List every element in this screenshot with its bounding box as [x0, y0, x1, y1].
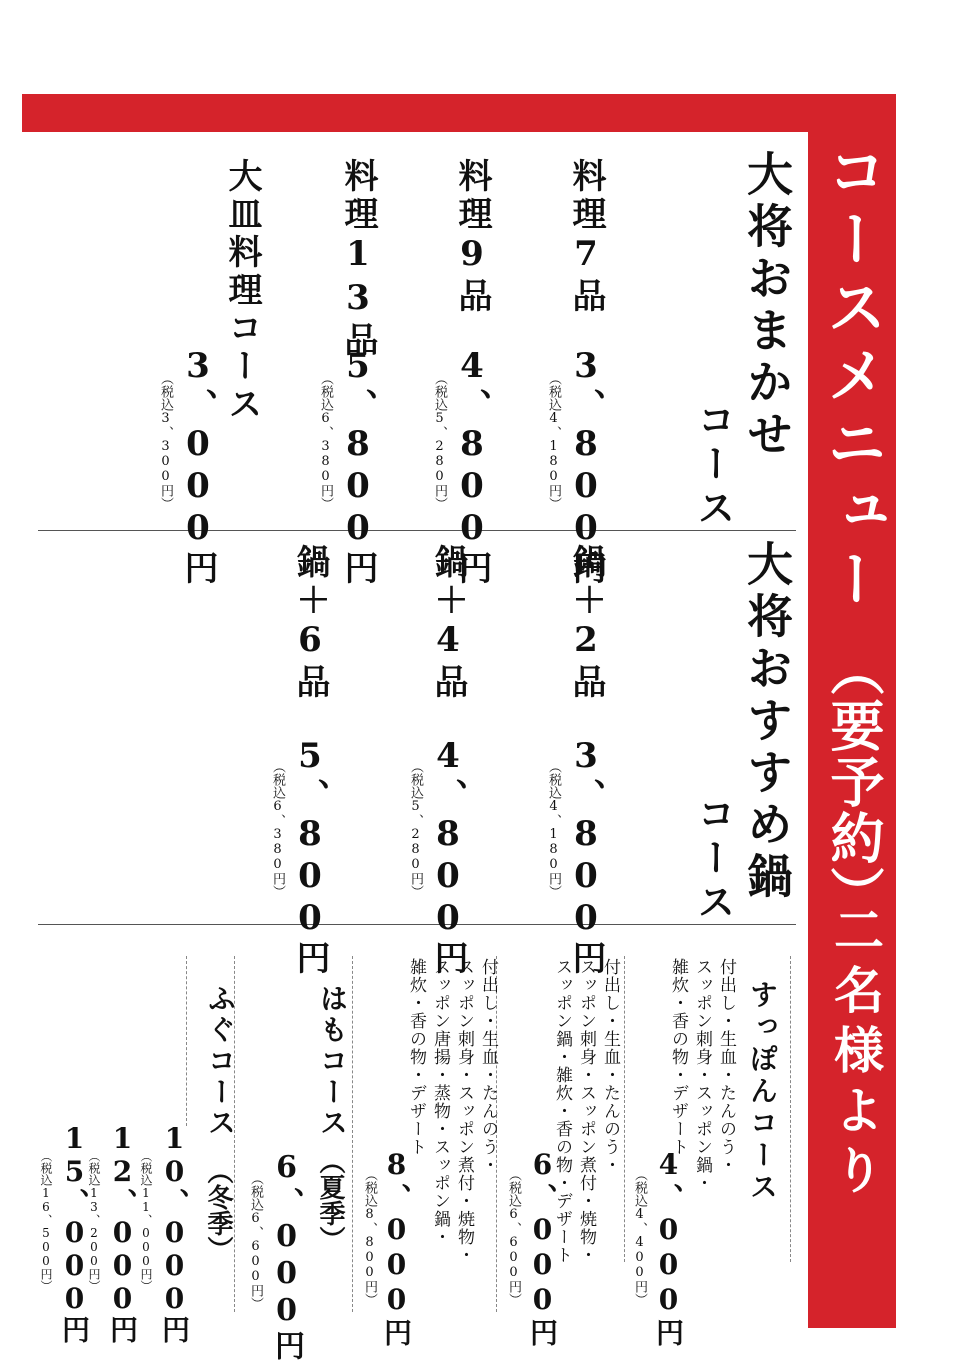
suppon-item-desc: 付出し・生血・たんのう・ スッポン刺身・スッポン煮付・焼物・ スッポン鍋・雑炊・香の物・デザート: [552, 958, 620, 1264]
suppon-item-tax: （税込8、800円）: [362, 1168, 377, 1306]
hamo-price: 6、000円: [269, 1150, 304, 1362]
fugu-item-price: 12、000円: [106, 1122, 139, 1343]
omakase-item-price: 4、800円: [452, 346, 492, 586]
nabe-item-price: 4、800円: [428, 736, 468, 976]
omakase-item-name: 料理7品: [566, 158, 606, 316]
fugu-heading: ふぐコース: [204, 984, 237, 1139]
fugu-season: （冬季）: [203, 1158, 233, 1262]
fugu-item-price: 15、000円: [58, 1122, 91, 1343]
omakase-item-tax: （税込6、380円）: [318, 372, 333, 510]
nabe-item-tax: （税込4、180円）: [546, 760, 561, 898]
fugu-item-tax: （税込11、000円）: [139, 1150, 153, 1292]
suppon-item-price: 4、000円: [652, 1148, 685, 1348]
omakase-item-name: 料理9品: [452, 158, 492, 316]
omakase-item-price: 3、000円: [178, 346, 218, 586]
column-divider: [790, 956, 791, 1262]
omakase-item-price: 5、800円: [338, 346, 378, 586]
suppon-item-desc: 付出し・生血・たんのう・ スッポン刺身・スッポン煮付・焼物・ スッポン唐揚・蒸物・スッポン鍋・ 雑炊・香の物・デザート: [406, 958, 498, 1264]
omakase-item-price: 3、800円: [566, 346, 606, 586]
suppon-item-price: 6、000円: [526, 1148, 559, 1348]
suppon-item-desc: 付出し・生血・たんのう・ スッポン刺身・スッポン鍋・ 雑炊・香の物・デザート: [668, 958, 736, 1192]
fugu-item-price: 10、000円: [158, 1122, 191, 1343]
suppon-item-tax: （税込4、400円）: [632, 1168, 647, 1306]
nabe-item-tax: （税込6、380円）: [270, 760, 285, 898]
column-divider: [352, 956, 353, 1312]
top-red-bar: [22, 94, 896, 132]
section-divider-1: [38, 530, 796, 531]
reservation-note: （要予約）: [822, 642, 885, 922]
omakase-item-tax: （税込4、180円）: [546, 372, 561, 510]
column-divider: [624, 956, 625, 1262]
suppon-item-price: 8、000円: [380, 1148, 413, 1348]
fugu-item-tax: （税込16、500円）: [39, 1150, 53, 1292]
menu-title: コースメニュー: [817, 140, 887, 616]
min-persons: 二名様より: [826, 904, 884, 1204]
nabe-item-price: 3、800円: [566, 736, 606, 976]
fugu-item-tax: （税込13、200円）: [87, 1150, 101, 1292]
omakase-item-tax: （税込3、300円）: [158, 372, 173, 510]
nabe-heading-course: コース: [691, 794, 736, 926]
suppon-heading: すっぽんコース: [746, 980, 779, 1204]
nabe-item-price: 5、800円: [290, 736, 330, 976]
omakase-item-name: 大皿料理コース: [222, 158, 262, 424]
omakase-item-name: 料理13品: [338, 158, 378, 360]
nabe-item-name: 鍋＋4品: [428, 544, 468, 702]
omakase-heading: 大将おまかせ: [740, 150, 794, 462]
nabe-heading: 大将おすすめ鍋: [740, 540, 794, 904]
nabe-item-tax: （税込5、280円）: [408, 760, 423, 898]
hamo-tax: （税込6、600円）: [248, 1172, 263, 1310]
omakase-heading-course: コース: [691, 400, 736, 532]
suppon-item-tax: （税込6、600円）: [506, 1168, 521, 1306]
hamo-season: （夏季）: [315, 1148, 345, 1252]
column-divider: [186, 956, 187, 1126]
nabe-item-name: 鍋＋6品: [290, 544, 330, 702]
nabe-item-name: 鍋＋2品: [566, 544, 606, 702]
omakase-item-tax: （税込5、280円）: [432, 372, 447, 510]
section-divider-2: [38, 924, 796, 925]
hamo-heading: はもコース: [316, 984, 349, 1139]
